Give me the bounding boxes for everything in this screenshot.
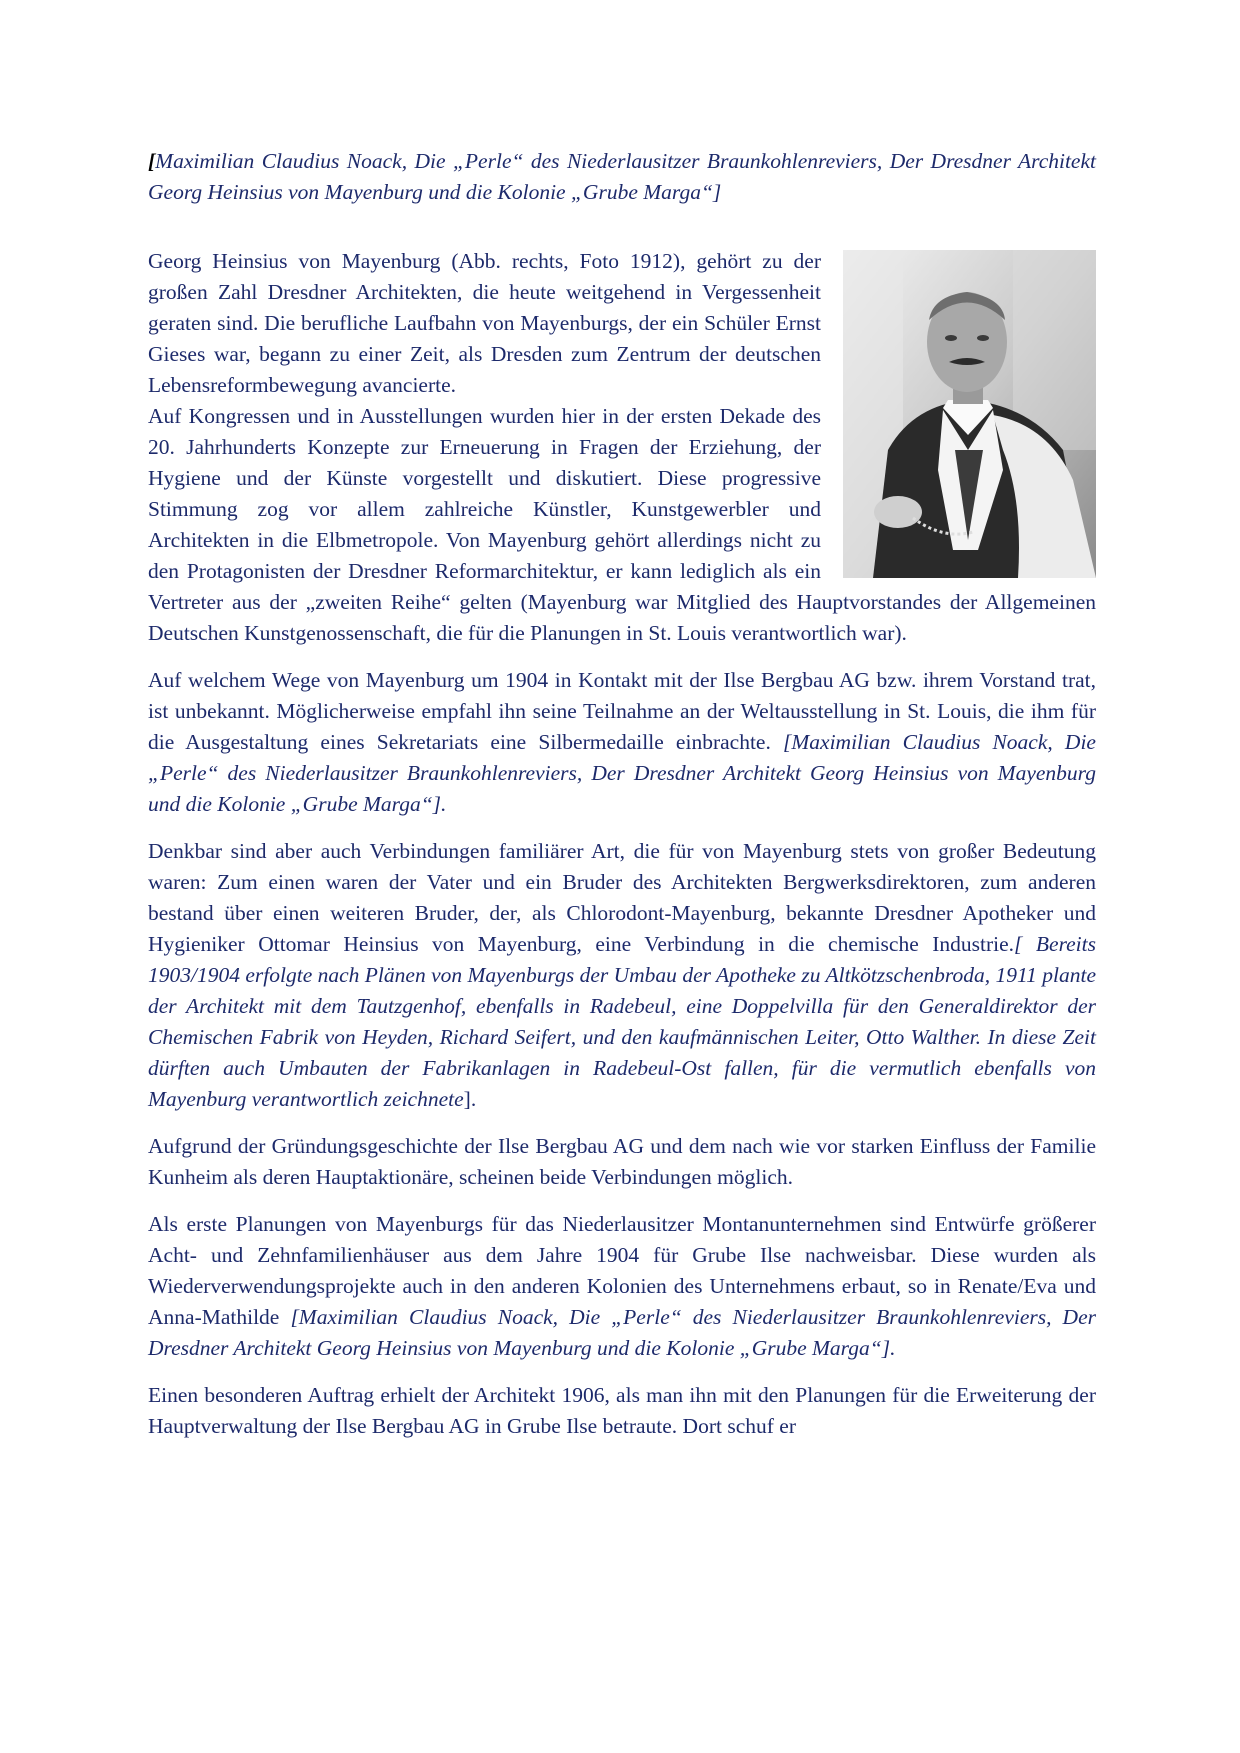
paragraph-2-text: Auf welchem Wege von Mayenburg um 1904 in Kontakt mit der Ilse Bergbau AG bzw. ihrem Vorstand trat, ist unbekannt. Möglicherweise empfahl ihn seine Teilnahme an der Weltausstellung in St. Louis, die ihm für die Ausgestaltung eines Sekretariats eine Silbermedaille einbrachte.: [148, 668, 1096, 754]
document-body: [148, 146, 1096, 1458]
portrait-photo: [843, 250, 1096, 578]
paragraph-5-citation: [Maximilian Claudius Noack, Die „Perle“ des Niederlausitzer Braunkohlenreviers, Der Dresdner Architekt Georg Heinsius von Mayenburg und die Kolonie „Grube Marga“].: [148, 1305, 1096, 1360]
paragraph-2: [148, 665, 1096, 820]
paragraph-3-end: ].: [463, 1087, 477, 1111]
paragraph-2-citation: [Maximilian Claudius Noack, Die „Perle“ des Niederlausitzer Braunkohlenreviers, Der Dresdner Architekt Georg Heinsius von Mayenburg und die Kolonie „Grube Marga“].: [148, 730, 1096, 816]
paragraph-1b: Auf Kongressen und in Ausstellungen wurden hier in der ersten Dekade des 20. Jahrhunderts Konzepte zur Erneuerung in Fragen der Erziehung, der Hygiene und der Künste vorgestellt und diskutiert. Diese progressive Stimmung zog vor allem zahlreiche Künstler, Kunstgewerbler und Architekten in die Elbmetropole. Von Mayenburg gehört allerdings nicht zu den Protagonisten der Dresdner Reformarchitektur, er kann lediglich als ein Vertreter aus der „zweiten Reihe“ gelten (Mayenburg war Mitglied des Hauptvorstandes der Allgemeinen Deutschen Kunstgenossenschaft, die für die Planungen in St. Louis verantwortlich war).: [148, 404, 1096, 645]
paragraph-1a: Georg Heinsius von Mayenburg (Abb. rechts, Foto 1912), gehört zu der großen Zahl Dresdner Architekten, die heute weitgehend in Vergessenheit geraten sind. Die berufliche Laufbahn von Mayenburgs, der ein Schüler Ernst Gieses war, begann zu einer Zeit, als Dresden zum Zentrum der deutschen Lebensreformbewegung avancierte.: [148, 249, 821, 397]
paragraph-5: [148, 1209, 1096, 1364]
header-citation-text: Maximilian Claudius Noack, Die „Perle“ des Niederlausitzer Braunkohlenreviers, Der Dresdner Architekt Georg Heinsius von Mayenburg und die Kolonie „Grube Marga“]: [148, 149, 1096, 204]
portrait-photo-icon: [843, 250, 1096, 578]
paragraph-3: [148, 836, 1096, 1115]
paragraph-3-footnote: [ Bereits 1903/1904 erfolgte nach Plänen von Mayenburgs der Umbau der Apotheke zu Altkötzschenbroda, 1911 plante der Architekt mit dem Tautzgenhof, ebenfalls in Radebeul, eine Doppelvilla für den Generaldirektor der Chemischen Fabrik von Heyden, Richard Seifert, und den kaufmännischen Leiter, Otto Walther. In diese Zeit dürften auch Umbauten der Fabrikanlagen in Radebeul-Ost fallen, für die vermutlich ebenfalls von Mayenburg verantwortlich zeichnete: [148, 932, 1096, 1111]
paragraph-4: Aufgrund der Gründungsgeschichte der Ilse Bergbau AG und dem nach wie vor starken Einfluss der Familie Kunheim als deren Hauptaktionäre, scheinen beide Verbindungen möglich.: [148, 1134, 1096, 1189]
paragraph-5-text: Als erste Planungen von Mayenburgs für das Niederlausitzer Montanunternehmen sind Entwürfe größerer Acht- und Zehnfamilienhäuser aus dem Jahre 1904 für Grube Ilse nachweisbar. Diese wurden als Wiederverwendungsprojekte auch in den anderen Kolonien des Unternehmens erbaut, so in Renate/Eva und Anna-Mathilde: [148, 1212, 1096, 1329]
header-bracket: [: [148, 149, 156, 173]
source-citation-header: [148, 146, 1096, 208]
paragraph-3-text: Denkbar sind aber auch Verbindungen familiärer Art, die für von Mayenburg stets von großer Bedeutung waren: Zum einen waren der Vater und ein Bruder des Architekten Bergwerksdirektoren, zum anderen bestand über einen weiteren Bruder, der, als Chlorodont-Mayenburg, bekannte Dresdner Apotheker und Hygieniker Ottomar Heinsius von Mayenburg, eine Verbindung in die chemische Industrie.: [148, 839, 1096, 956]
paragraph-6: Einen besonderen Auftrag erhielt der Architekt 1906, als man ihn mit den Planungen für die Erweiterung der Hauptverwaltung der Ilse Bergbau AG in Grube Ilse betraute. Dort schuf er: [148, 1383, 1096, 1438]
